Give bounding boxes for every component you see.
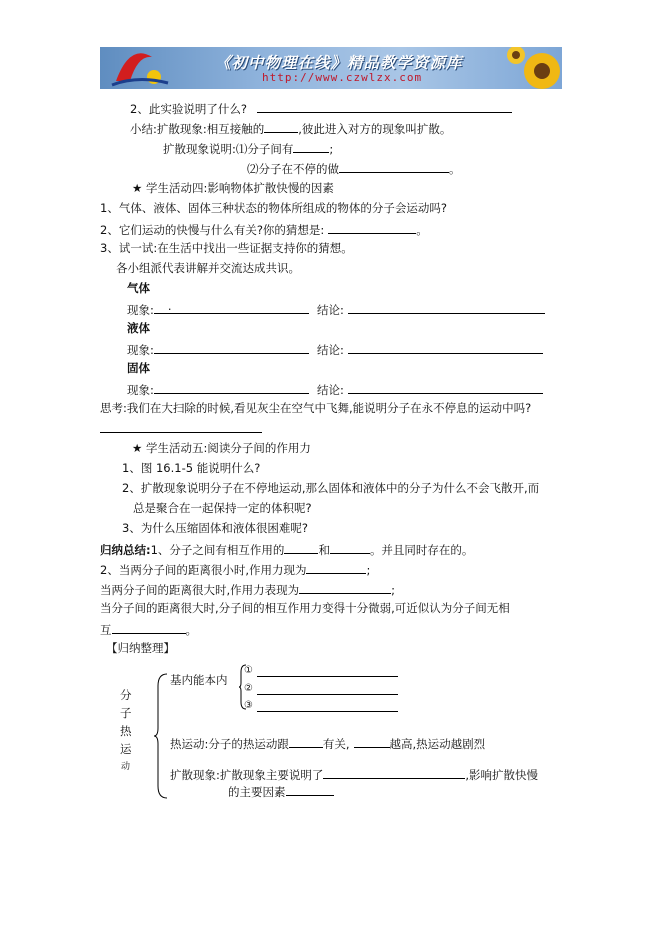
conclusion-label: 结论:: [317, 343, 344, 357]
explain-line-2: [247, 160, 461, 177]
question-4-2-text: 2、它们运动的快慢与什么有关?你的猜想是:: [100, 223, 325, 237]
answer-line-2[interactable]: [257, 694, 398, 695]
organize-heading: 【归纳整理】: [106, 641, 175, 655]
gas-conclusion: [317, 301, 545, 318]
induction-label: 归纳总结:: [100, 543, 151, 557]
question-2: [130, 100, 512, 117]
punct: 。: [416, 223, 428, 237]
answer-line-3[interactable]: [257, 711, 398, 712]
induction-text: 1、分子之间有相互作用的: [150, 543, 285, 557]
circle-num-3: ③: [244, 700, 253, 711]
left-char-3: 热: [120, 724, 132, 738]
answer-blank[interactable]: [257, 100, 512, 113]
left-char-5: 动: [121, 762, 131, 772]
left-char-1: 分: [120, 688, 132, 702]
answer-blank[interactable]: [112, 621, 186, 634]
diffusion-text: 的主要因素: [228, 785, 286, 799]
explain-label: 扩散现象说明:: [163, 142, 236, 156]
circle-num-1: ①: [244, 665, 253, 676]
group-share: 各小组派代表讲解并交流达成共识。: [116, 261, 300, 275]
liquid-row: [127, 341, 309, 358]
internal-energy-label: 基内能本内: [170, 673, 228, 687]
answer-blank[interactable]: [264, 120, 298, 133]
answer-blank[interactable]: [289, 735, 323, 748]
answer-blank[interactable]: [154, 301, 309, 314]
induction-line-1: [100, 541, 473, 558]
question-5-3: 3、为什么压缩固体和液体很困难呢?: [122, 521, 308, 535]
induction-text: 。并且同时存在的。: [369, 543, 474, 557]
think-answer-line[interactable]: [100, 432, 262, 433]
summary-line: [130, 120, 451, 137]
punct: ;: [391, 583, 396, 597]
thermal-text: 热运动:分子的热运动跟: [170, 737, 289, 751]
diffusion-text: ,影响扩散快慢: [465, 768, 539, 782]
banner-url: http://www.czwlzx.com: [262, 71, 423, 84]
answer-blank[interactable]: [348, 341, 543, 354]
gas-dot: .: [167, 299, 172, 313]
gas-label: 气体: [127, 281, 150, 295]
question-5-2: 2、扩散现象说明分子在不停地运动,那么固体和液体中的分子为什么不会飞散开,而: [122, 481, 540, 495]
answer-blank[interactable]: [330, 541, 370, 554]
answer-blank[interactable]: [323, 766, 465, 779]
question-5-1: 1、图 16.1-5 能说明什么?: [122, 461, 261, 475]
induction-line-2: [100, 561, 370, 578]
answer-blank[interactable]: [348, 301, 545, 314]
header-banner: [100, 47, 562, 89]
circle-num-2: ②: [244, 683, 253, 694]
question-4-2: [100, 221, 428, 238]
gas-row: [127, 301, 309, 318]
answer-blank[interactable]: [339, 160, 449, 173]
explain-item-2: ⑵分子在不停的做: [247, 162, 339, 176]
induction-line-5: [100, 621, 197, 638]
phenomenon-label: 现象:: [127, 383, 154, 397]
think-question: 思考:我们在大扫除的时候,看见灰尘在空气中飞舞,能说明分子在永不停息的运动中吗?: [100, 401, 532, 415]
answer-blank[interactable]: [284, 541, 318, 554]
question-4-3: 3、试一试:在生活中找出一些证据支持你的猜想。: [100, 241, 353, 255]
question-5-2-cont: 总是聚合在一起保持一定的体积呢?: [133, 501, 312, 515]
thermal-text: 有关,: [322, 737, 350, 751]
explain-item-1: ⑴分子间有: [235, 142, 294, 156]
answer-blank[interactable]: [154, 381, 309, 394]
answer-blank[interactable]: [306, 561, 366, 574]
conclusion-label: 结论:: [317, 383, 344, 397]
question-4-1: 1、气体、液体、固体三种状态的物体所组成的物体的分子会运动吗?: [100, 201, 447, 215]
diffusion-text: 扩散现象:扩散现象主要说明了: [170, 768, 324, 782]
induction-text: 互: [100, 623, 112, 637]
phenomenon-label: 现象:: [127, 303, 154, 317]
phenomenon-label: 现象:: [127, 343, 154, 357]
activity-4-heading: ★ 学生活动四:影响物体扩散快慢的因素: [132, 181, 334, 195]
activity-5-heading: ★ 学生活动五:阅读分子间的作用力: [132, 441, 311, 455]
answer-blank[interactable]: [328, 221, 416, 234]
induction-line-3: [100, 581, 395, 598]
induction-text: 当两分子间的距离很大时,作用力表现为: [100, 583, 300, 597]
explain-line-1: [163, 140, 333, 157]
answer-blank[interactable]: [299, 581, 391, 594]
induction-text: 2、当两分子间的距离很小时,作用力现为: [100, 563, 307, 577]
diffusion-line: [170, 766, 538, 783]
answer-blank[interactable]: [154, 341, 309, 354]
liquid-label: 液体: [127, 321, 150, 335]
diffusion-line-2: [228, 783, 334, 800]
answer-blank[interactable]: [286, 783, 334, 796]
banner-title: 《初中物理在线》精品教学资源库: [215, 53, 463, 72]
question-2-text: 2、此实验说明了什么?: [130, 102, 247, 116]
solid-label: 固体: [127, 361, 150, 375]
logo-icon: [108, 47, 178, 89]
summary-text: 小结:扩散现象:相互接触的: [130, 122, 265, 136]
conclusion-label: 结论:: [317, 303, 344, 317]
thermal-text: 越高,热运动越剧烈: [389, 737, 486, 751]
induction-line-4: 当分子间的距离很大时,分子间的相互作用力变得十分微弱,可近似认为分子间无相: [100, 601, 510, 615]
punct: ;: [329, 142, 334, 156]
answer-blank[interactable]: [354, 735, 390, 748]
punct: 。: [449, 162, 461, 176]
summary-text-end: ,彼此进入对方的现象叫扩散。: [298, 122, 452, 136]
solid-row: [127, 381, 309, 398]
answer-blank[interactable]: [293, 140, 329, 153]
thermal-motion-line: [170, 735, 485, 752]
solid-conclusion: [317, 381, 543, 398]
liquid-conclusion: [317, 341, 543, 358]
induction-text: 和: [318, 543, 330, 557]
answer-blank[interactable]: [348, 381, 543, 394]
punct: 。: [185, 623, 197, 637]
answer-line-1[interactable]: [257, 676, 398, 677]
sunflower-icon: [502, 47, 562, 89]
left-char-2: 子: [120, 706, 132, 720]
punct: ;: [366, 563, 371, 577]
left-char-4: 运: [120, 742, 132, 756]
